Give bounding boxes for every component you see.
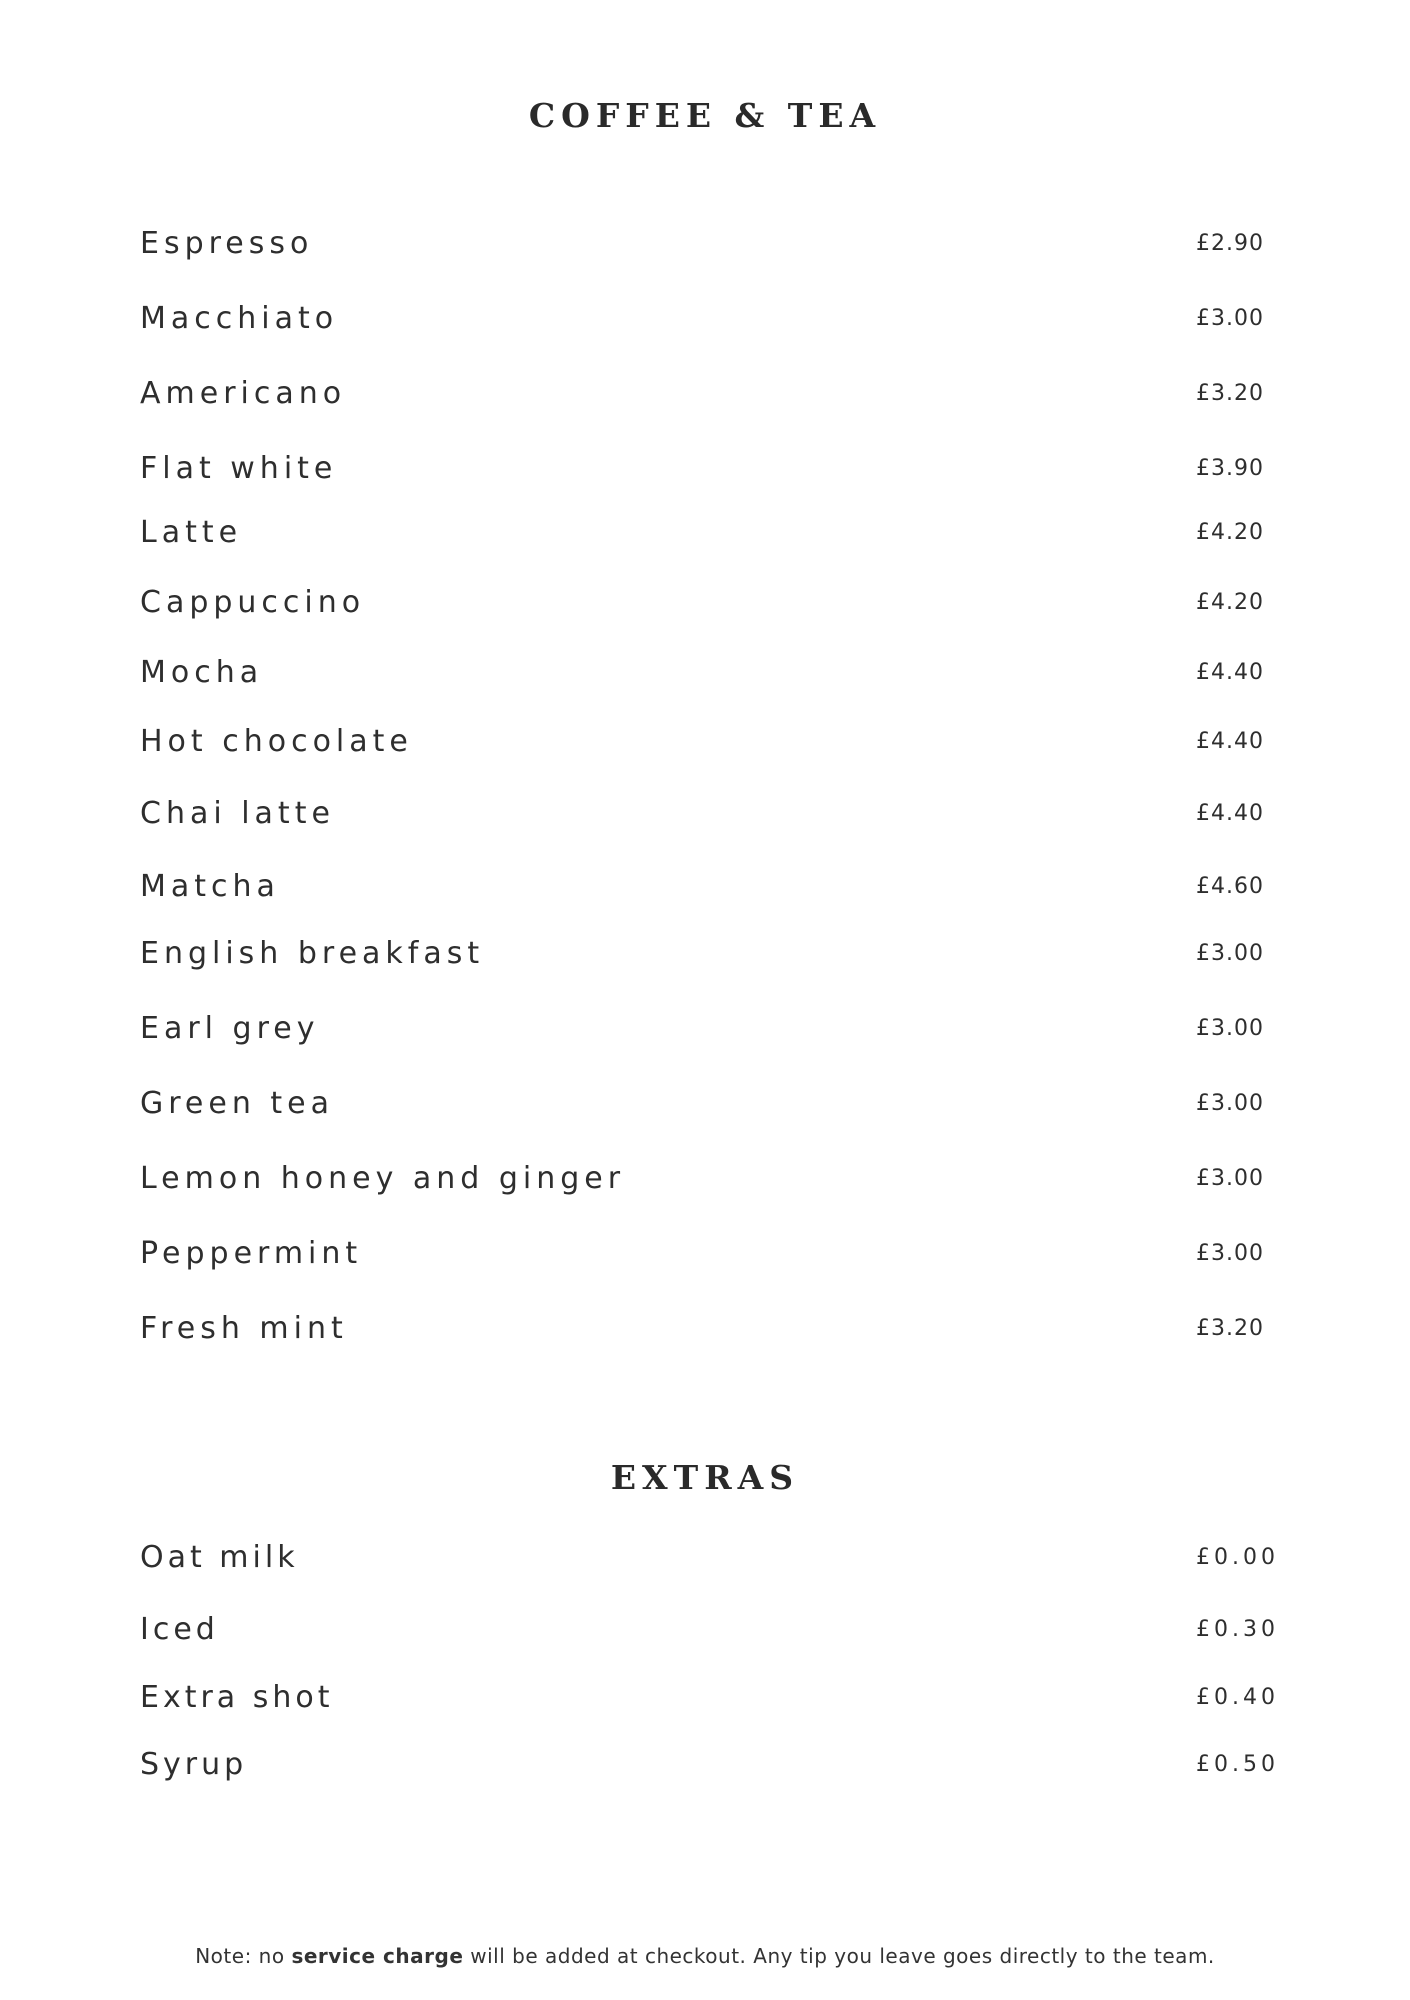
menu-item [140, 1232, 1270, 1276]
menu-item [140, 1007, 1270, 1051]
item-price: £4.40 [1196, 801, 1264, 826]
menu-item [140, 297, 1270, 341]
menu-item [140, 1743, 1279, 1787]
item-price: £4.60 [1196, 874, 1264, 899]
menu-item [140, 1307, 1270, 1351]
menu-item [140, 511, 1270, 555]
item-price: £3.00 [1196, 1091, 1264, 1116]
item-name: Cappuccino [140, 585, 366, 620]
item-name: Iced [140, 1612, 219, 1647]
note-prefix: Note: no [195, 1944, 292, 1968]
service-charge-note [0, 1944, 1410, 1968]
menu-item [140, 651, 1270, 695]
item-price: £0.30 [1196, 1617, 1279, 1642]
item-name: Green tea [140, 1086, 334, 1121]
item-name: Oat milk [140, 1540, 299, 1575]
item-name: English breakfast [140, 936, 485, 971]
item-price: £4.40 [1196, 660, 1264, 685]
item-price: £0.50 [1196, 1752, 1279, 1777]
item-name: Peppermint [140, 1236, 363, 1271]
item-name: Lemon honey and ginger [140, 1161, 626, 1196]
menu-item [140, 1157, 1270, 1201]
item-price: £3.00 [1196, 1166, 1264, 1191]
menu-item [140, 720, 1270, 764]
section-title-coffee-tea: COFFEE & TEA [528, 96, 882, 135]
item-price: £3.00 [1196, 1241, 1264, 1266]
menu-item [140, 372, 1270, 416]
item-name: Chai latte [140, 796, 335, 831]
menu-item [140, 1082, 1270, 1126]
item-price: £0.40 [1196, 1685, 1279, 1710]
item-price: £4.40 [1196, 729, 1264, 754]
item-price: £3.20 [1196, 1316, 1264, 1341]
item-name: Americano [140, 376, 347, 411]
item-price: £3.00 [1196, 1016, 1264, 1041]
item-price: £3.20 [1196, 381, 1264, 406]
item-name: Latte [140, 515, 243, 550]
item-price: £2.90 [1196, 231, 1264, 256]
menu-item [140, 1676, 1279, 1720]
menu-item [140, 447, 1270, 491]
item-name: Syrup [140, 1747, 248, 1782]
item-name: Hot chocolate [140, 724, 413, 759]
item-name: Flat white [140, 451, 338, 486]
menu-item [140, 222, 1270, 266]
item-name: Espresso [140, 226, 314, 261]
menu-item [140, 932, 1270, 976]
menu-item [140, 865, 1270, 909]
item-price: £3.90 [1196, 456, 1264, 481]
note-emphasis: service charge [291, 1944, 464, 1968]
menu-item [140, 1536, 1279, 1580]
item-name: Extra shot [140, 1680, 334, 1715]
item-price: £3.00 [1196, 941, 1264, 966]
item-name: Fresh mint [140, 1311, 348, 1346]
item-name: Mocha [140, 655, 264, 690]
section-title-extras: EXTRAS [610, 1458, 800, 1497]
item-price: £3.00 [1196, 306, 1264, 331]
item-price: £0.00 [1196, 1545, 1279, 1570]
menu-item [140, 581, 1270, 625]
note-suffix: will be added at checkout. Any tip you leave goes directly to the team. [463, 1944, 1215, 1968]
item-price: £4.20 [1196, 590, 1264, 615]
item-price: £4.20 [1196, 520, 1264, 545]
item-name: Earl grey [140, 1011, 320, 1046]
menu-item [140, 1608, 1279, 1652]
item-name: Macchiato [140, 301, 339, 336]
item-name: Matcha [140, 869, 280, 904]
menu-item [140, 792, 1270, 836]
